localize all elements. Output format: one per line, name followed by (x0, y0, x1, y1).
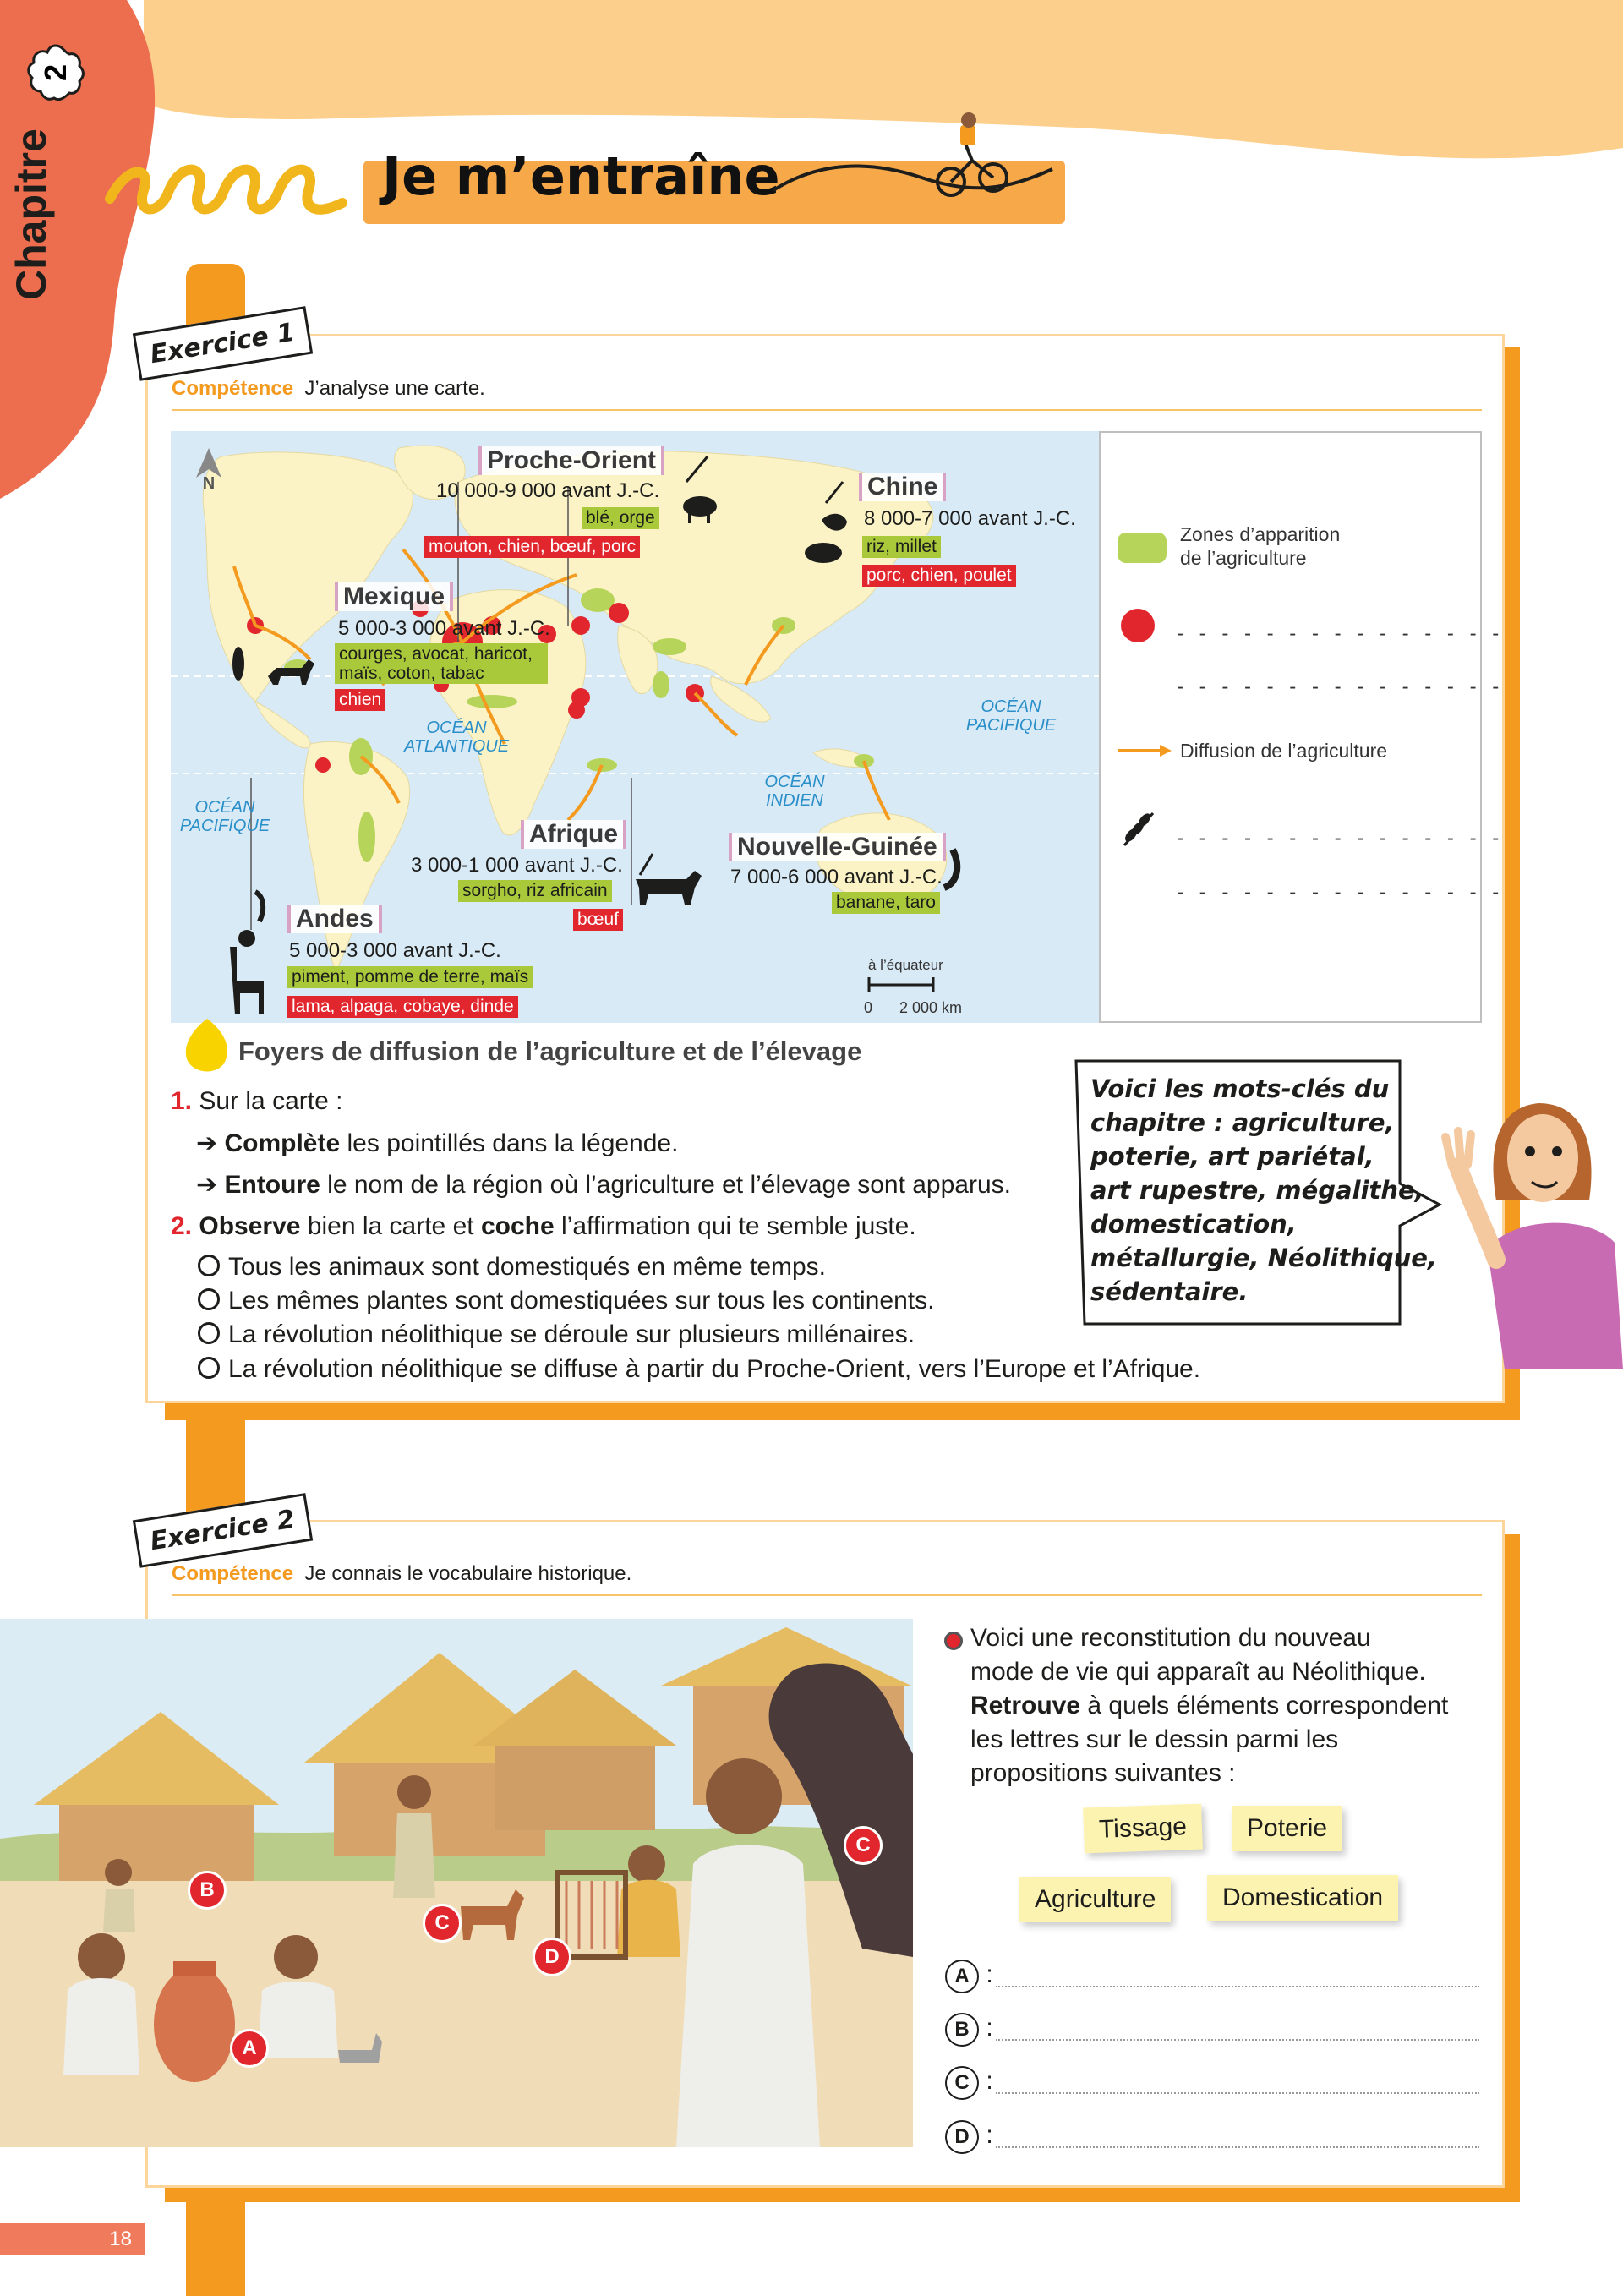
scene-marker-d: D (533, 1938, 571, 1976)
bubble-line: domestication, (1090, 1210, 1297, 1238)
svg-text:à l’équateur: à l’équateur (868, 957, 943, 973)
legend-blank-line: - - - - - - - - - - - - - - - (1177, 675, 1505, 698)
caption-bullet-icon (178, 1014, 237, 1074)
instruction-verb: Observe (199, 1212, 301, 1240)
word-card-domestication[interactable]: Domestication (1207, 1875, 1398, 1921)
region-title-nouvelle-guinee: Nouvelle-Guinée (729, 833, 946, 861)
legend-arrow-icon (1116, 742, 1175, 759)
question-1 (171, 1087, 342, 1116)
instruction-rest: bien la carte et (307, 1212, 474, 1240)
intro-line: Voici une reconstitution du nouveau (970, 1624, 1371, 1652)
instruction-rest: à quels éléments correspondent (1087, 1692, 1449, 1719)
competence-text: J’analyse une carte. (304, 377, 485, 400)
region-title-chine: Chine (859, 473, 946, 501)
legend-zones-text: Zones d’apparition de l’agriculture (1180, 523, 1341, 569)
neolithic-village-illustration (0, 1619, 913, 2147)
ocean-label-indien: OCÉAN INDIEN (764, 773, 825, 810)
region-title-proche-orient: Proche-Orient (478, 446, 664, 475)
instruction-verb: coche (480, 1212, 555, 1240)
agri-zone (653, 638, 686, 655)
answer-letter: B (945, 2013, 979, 2047)
speech-bubble-text (1090, 1072, 1437, 1309)
legend-blank-line: - - - - - - - - - - - - - - - (1177, 622, 1505, 645)
chapter-number: 2 (38, 63, 73, 82)
answer-field-d[interactable] (996, 2146, 1479, 2148)
ocean-label-pacifique-west: OCÉAN PACIFIQUE (179, 798, 270, 835)
word-card-agriculture[interactable]: Agriculture (1019, 1877, 1171, 1922)
answer-letter: A (945, 1960, 979, 1993)
bullet-icon (944, 1632, 963, 1650)
checkbox[interactable] (198, 1255, 220, 1276)
bubble-line: poterie, art pariétal, (1090, 1142, 1374, 1171)
checkbox[interactable] (198, 1357, 220, 1379)
answer-sep: : (986, 2067, 993, 2095)
region-plants: blé, orge (582, 507, 659, 529)
instruction-verb: Entoure (224, 1171, 320, 1199)
answer-sep: : (986, 1960, 993, 1988)
word-card-tissage[interactable]: Tissage (1083, 1804, 1203, 1854)
instruction-verb: Retrouve (970, 1692, 1081, 1719)
checkbox[interactable] (198, 1322, 220, 1344)
exercise1-competence (172, 377, 485, 401)
region-plants: courges, avocat, haricot, maïs, coton, tabac (335, 643, 548, 684)
question-number: 2. (171, 1212, 193, 1240)
agri-foyer (568, 702, 585, 719)
answer-field-a[interactable] (996, 1986, 1479, 1987)
exercise2-intro (970, 1621, 1448, 1790)
bubble-line: Voici les mots-clés du (1090, 1074, 1390, 1103)
option-text: La révolution néolithique se diffuse à partir du Proche-Orient, vers l’Europe et l’Afrique. (228, 1355, 1201, 1383)
scene-marker-c: C (423, 1904, 462, 1943)
svg-text:2 000 km: 2 000 km (899, 999, 963, 1016)
word-card-poterie[interactable]: Poterie (1232, 1806, 1342, 1851)
legend-foyer-icon (1121, 609, 1155, 642)
scene-marker-a: A (230, 2029, 269, 2068)
region-date: 7 000-6 000 avant J.-C. (730, 866, 943, 888)
pig-icon (805, 543, 842, 563)
agri-foyer (315, 757, 331, 773)
bubble-line: chapitre : agriculture, (1090, 1108, 1395, 1137)
competence-rule (172, 1594, 1482, 1596)
competence-text: Je connais le vocabulaire historique. (304, 1562, 632, 1585)
competence-label: Compétence (172, 1562, 294, 1585)
option-row (198, 1320, 915, 1349)
exercise2-competence (172, 1562, 631, 1586)
answer-field-c[interactable] (996, 2092, 1479, 2094)
region-title-andes: Andes (287, 905, 382, 933)
region-animals: lama, alpaga, cobaye, dinde (287, 996, 518, 1018)
option-text: La révolution néolithique se déroule sur plusieurs millénaires. (228, 1320, 915, 1348)
region-plants: sorgho, riz africain (458, 880, 612, 902)
answer-row-d (945, 2120, 993, 2154)
answer-sep: : (986, 2014, 993, 2042)
question-number: 1. (171, 1087, 193, 1115)
answer-letter: C (945, 2066, 979, 2100)
chapter-number-badge (25, 42, 86, 103)
region-title-mexique: Mexique (335, 582, 453, 611)
agri-zone (653, 671, 669, 698)
option-row (198, 1287, 934, 1315)
agri-zone (581, 588, 615, 612)
option-row (198, 1355, 1200, 1384)
option-text: Tous les animaux sont domestiqués en même temps. (228, 1253, 827, 1281)
competence-label: Compétence (172, 377, 294, 400)
bubble-line: métallurgie, Néolithique, (1090, 1244, 1437, 1272)
map-legend (1099, 431, 1505, 1023)
exercise1-label: Exercice 1 (133, 306, 313, 381)
ocean-label-atlantique: OCÉAN ATLANTIQUE (403, 719, 510, 756)
turkey-icon (238, 930, 255, 947)
agri-foyer (609, 603, 629, 623)
region-plants: piment, pomme de terre, maïs (287, 966, 533, 988)
region-animals: porc, chien, poulet (862, 565, 1016, 587)
page-number: 18 (0, 2223, 145, 2255)
instruction-verb: Complète (224, 1129, 341, 1157)
map-caption: Foyers de diffusion de l’agriculture et de l’élevage (238, 1036, 862, 1066)
binder-strip-bottom (186, 2188, 245, 2296)
question-1b: ➔ Entoure le nom de la région où l’agriculture et l’élevage sont apparus. (196, 1171, 1011, 1199)
region-animals: bœuf (573, 909, 623, 931)
instruction-rest: le nom de la région où l’agriculture et l’élevage sont apparus. (327, 1171, 1011, 1199)
legend-blank-line: - - - - - - - - - - - - - - - (1177, 881, 1505, 904)
answer-row-a (945, 1960, 993, 1993)
agri-foyer (571, 616, 590, 635)
region-date: 5 000-3 000 avant J.-C. (338, 617, 550, 640)
region-animals: mouton, chien, bœuf, porc (424, 536, 640, 558)
question-text: Sur la carte : (199, 1087, 343, 1115)
region-date: 3 000-1 000 avant J.-C. (411, 854, 623, 877)
legend-zone-swatch (1118, 533, 1167, 563)
region-date: 5 000-3 000 avant J.-C. (289, 939, 501, 962)
bubble-line: sédentaire. (1090, 1277, 1249, 1306)
instruction-line (970, 1689, 1448, 1723)
scene-marker-b: B (188, 1871, 227, 1910)
region-title-afrique: Afrique (521, 820, 626, 849)
legend-wheat-icon (1119, 808, 1160, 849)
field-worker-figure (103, 1859, 135, 1932)
region-date: 8 000-7 000 avant J.-C. (864, 507, 1076, 530)
page-title: Je m’entraîne (382, 145, 780, 207)
exercise2-label: Exercice 2 (133, 1493, 313, 1568)
cyclist-icon (769, 110, 1057, 203)
region-plants: riz, millet (862, 536, 941, 558)
instruction-line: propositions suivantes : (970, 1759, 1236, 1787)
answer-letter: D (945, 2120, 979, 2154)
ocean-label-pacifique-east: OCÉAN PACIFIQUE (965, 697, 1057, 735)
agri-zone (467, 695, 517, 708)
squiggle-decoration-icon (101, 156, 347, 224)
region-animals: chien (335, 689, 385, 711)
region-date: 10 000-9 000 avant J.-C. (436, 479, 660, 502)
svg-text:N: N (202, 474, 216, 493)
intro-line: mode de vie qui apparaît au Néolithique. (970, 1658, 1426, 1686)
answer-row-c (945, 2066, 993, 2100)
option-text: Les mêmes plantes sont domestiquées sur tous les continents. (228, 1287, 935, 1315)
answer-field-b[interactable] (996, 2039, 1479, 2041)
competence-rule (172, 409, 1482, 411)
question-1a: ➔ Complète les pointillés dans la légende. (196, 1129, 679, 1157)
answer-sep: : (986, 2121, 993, 2149)
question-2 (171, 1212, 916, 1241)
maize-icon (232, 647, 244, 681)
answer-row-b (945, 2013, 993, 2047)
option-row (198, 1253, 826, 1282)
instruction-line: les lettres sur le dessin parmi les (970, 1725, 1339, 1753)
region-plants: banane, taro (832, 892, 940, 914)
svg-text:0: 0 (864, 999, 873, 1016)
instruction-rest: l’affirmation qui te semble juste. (561, 1212, 916, 1240)
checkbox[interactable] (198, 1288, 220, 1310)
instruction-rest: les pointillés dans la légende. (347, 1129, 679, 1157)
legend-diffusion-text: Diffusion de l’agriculture (1180, 740, 1388, 762)
legend-blank-line: - - - - - - - - - - - - - - - (1177, 827, 1505, 850)
agri-zone (358, 812, 375, 862)
scene-marker-c: C (844, 1826, 883, 1865)
teacher-character (1437, 1057, 1623, 1369)
bubble-line: art rupestre, mégalithe, (1090, 1176, 1424, 1205)
chapter-label: Chapitre (8, 128, 55, 300)
farmer-figure (393, 1775, 435, 1898)
